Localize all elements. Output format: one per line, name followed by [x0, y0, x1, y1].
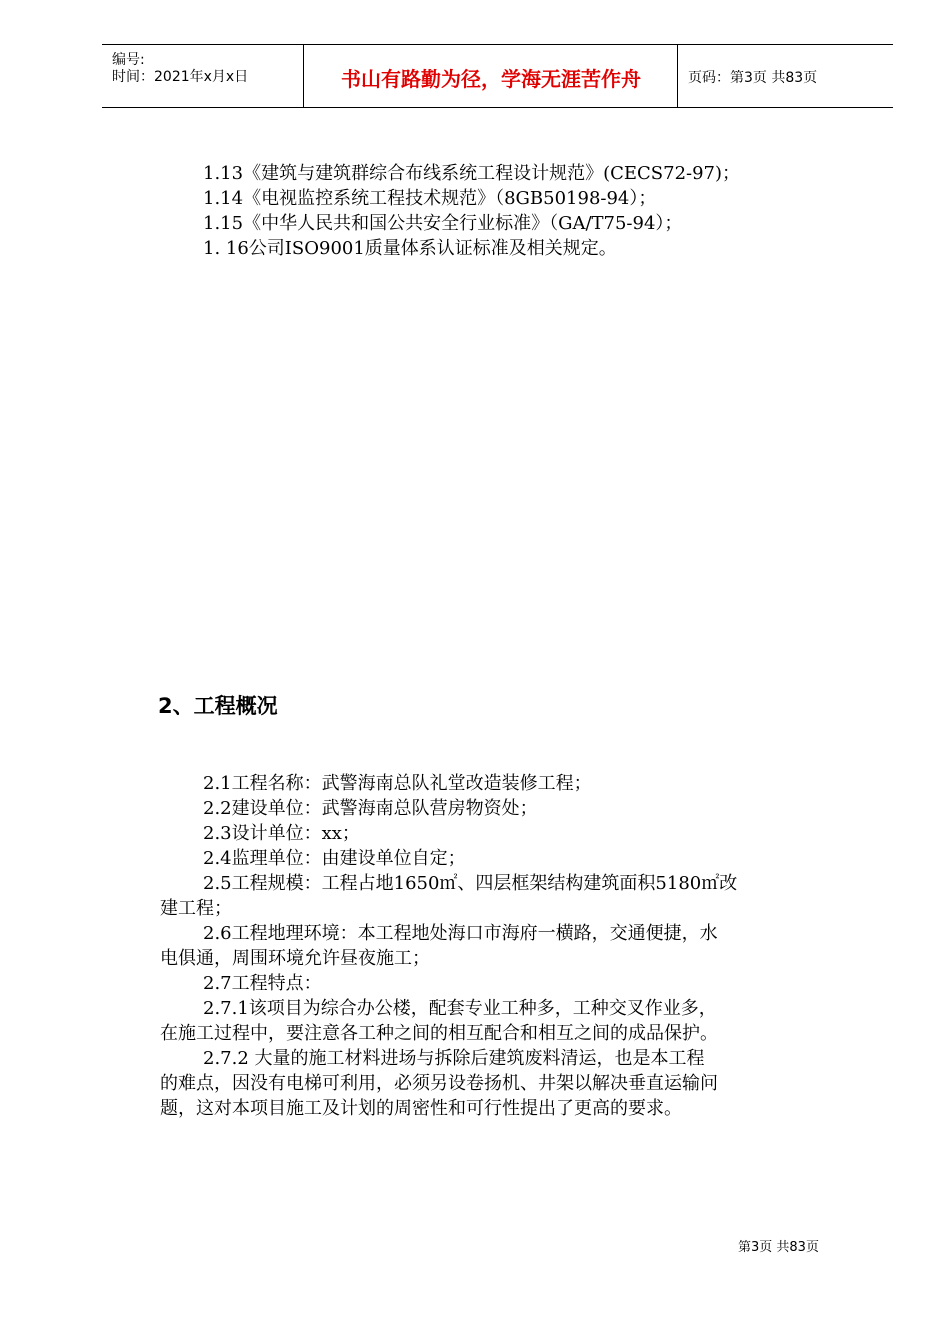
header-page-info: 页码：第3页 共83页	[688, 70, 818, 86]
body-line: 2.7工程特点：	[203, 973, 322, 994]
header-motto: 书山有路勤为径，学海无涯苦作舟	[341, 67, 641, 91]
reference-item: 1.15《中华人民共和国公共安全行业标准》（GA/T75-94）；	[203, 213, 683, 234]
body-line: 电俱通，周围环境允许昼夜施工；	[160, 948, 430, 969]
body-line: 建工程；	[160, 898, 232, 919]
page-header	[102, 44, 893, 108]
body-line: 2.7.2 大量的施工材料进场与拆除后建筑废料清运，也是本工程	[203, 1048, 705, 1069]
reference-item: 1. 16公司ISO9001质量体系认证标准及相关规定。	[203, 238, 617, 259]
body-line: 题，这对本项目施工及计划的周密性和可行性提出了更高的要求。	[160, 1098, 682, 1119]
body-line: 2.3设计单位：xx；	[203, 823, 360, 844]
reference-item: 1.13《建筑与建筑群综合布线系统工程设计规范》(CECS72-97)；	[203, 163, 741, 184]
body-line: 2.4监理单位：由建设单位自定；	[203, 848, 466, 869]
body-line: 2.7.1该项目为综合办公楼，配套专业工种多，工种交叉作业多，	[203, 998, 717, 1019]
body-line: 的难点，因没有电梯可利用，必须另设卷扬机、井架以解决垂直运输问	[160, 1073, 718, 1094]
body-line: 在施工过程中，要注意各工种之间的相互配合和相互之间的成品保护。	[160, 1023, 718, 1044]
body-line: 2.1工程名称：武警海南总队礼堂改造装修工程；	[203, 773, 592, 794]
body-line: 2.6工程地理环境：本工程地处海口市海府一横路，交通便捷，水	[203, 923, 718, 944]
page-footer: 第3页 共83页	[738, 1240, 819, 1255]
document-time-label: 时间：2021年x月x日	[112, 69, 249, 85]
section-heading: 2、工程概况	[158, 694, 278, 718]
header-page-cell	[678, 45, 893, 107]
header-motto-cell	[304, 45, 678, 107]
reference-item: 1.14《电视监控系统工程技术规范》（8GB50198-94）；	[203, 188, 657, 209]
document-number-label: 编号:	[112, 52, 145, 68]
body-line: 2.2建设单位：武警海南总队营房物资处；	[203, 798, 538, 819]
header-meta-cell	[102, 45, 304, 107]
body-line: 2.5工程规模：工程占地1650㎡、四层框架结构建筑面积5180㎡改	[203, 873, 738, 894]
